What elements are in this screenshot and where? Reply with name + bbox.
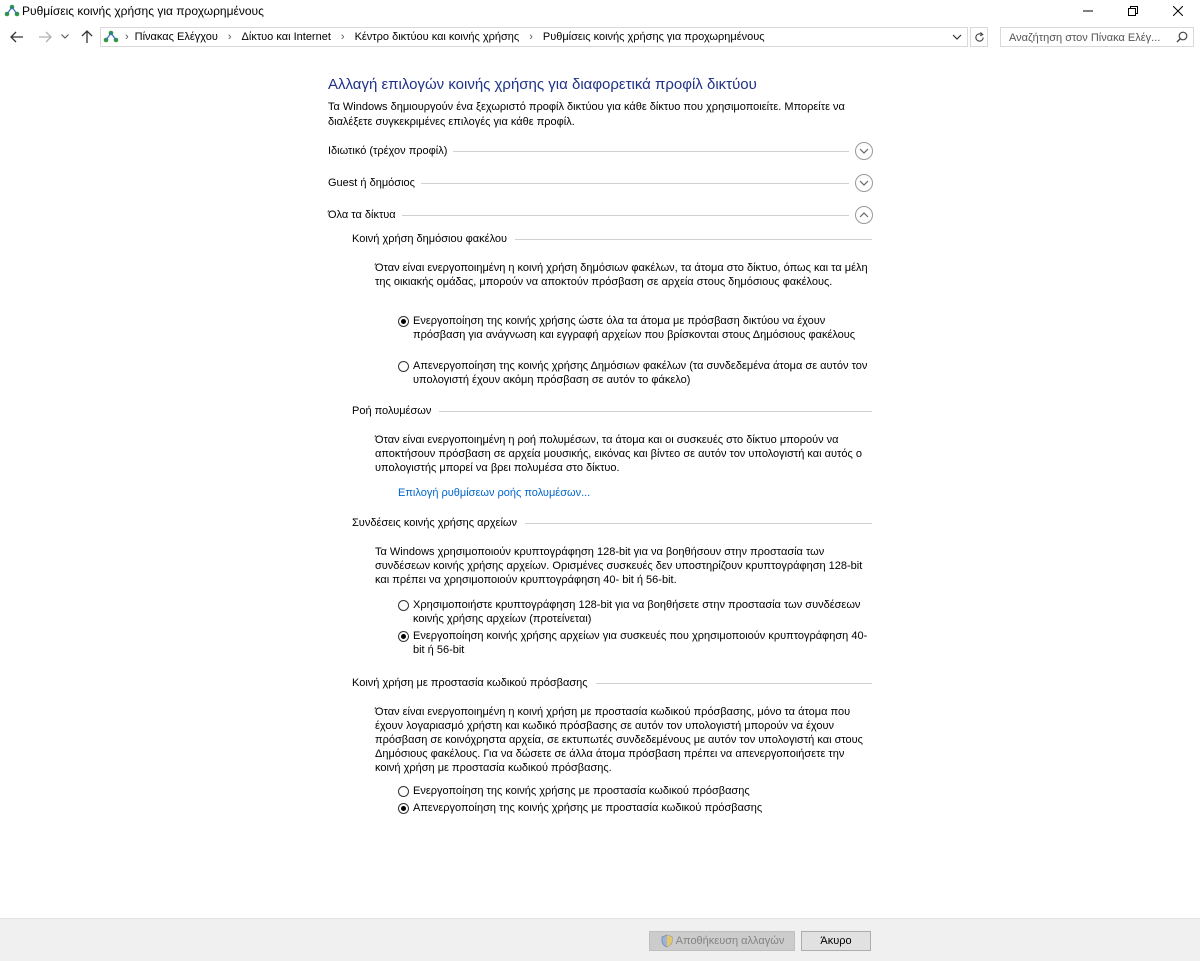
breadcrumb-separator: › bbox=[340, 31, 345, 43]
media-streaming-section-header bbox=[352, 403, 872, 419]
address-dropdown-icon[interactable] bbox=[951, 31, 963, 43]
search-box[interactable] bbox=[1000, 27, 1194, 47]
radio-button-selected[interactable] bbox=[398, 803, 409, 814]
page-intro: Τα Windows δημιουργούν ένα ξεχωριστό προφίλ δικτύου για κάθε δίκτυο που χρησιμοποιείτε. Μπορείτε να διαλέξετε συγκεκριμένες επιλογές για κάθε προφίλ. bbox=[328, 101, 845, 128]
network-app-icon bbox=[4, 3, 20, 19]
breadcrumb-separator: › bbox=[125, 31, 129, 43]
section-title: Ροή πολυμέσων bbox=[352, 405, 432, 417]
file-sharing-section-header bbox=[352, 515, 872, 531]
refresh-icon bbox=[974, 32, 985, 43]
radio-label: Απενεργοποίηση της κοινής χρήσης με προστασία κωδικού πρόσβασης bbox=[413, 802, 763, 814]
public-folder-section-header bbox=[352, 231, 872, 247]
cancel-label: Άκυρο bbox=[820, 935, 852, 947]
public-folder-enable-radio[interactable] bbox=[398, 314, 873, 342]
close-icon bbox=[1173, 6, 1183, 16]
breadcrumb-separator: › bbox=[529, 31, 533, 43]
shield-icon bbox=[660, 934, 674, 948]
main-content bbox=[0, 52, 1200, 918]
profile-private-header[interactable] bbox=[328, 141, 873, 161]
radio-button-selected[interactable] bbox=[398, 316, 409, 327]
radio-label: Ενεργοποίηση της κοινής χρήσης ώστε όλα τα άτομα με πρόσβαση δικτύου να έχουν πρόσβαση για ανάγνωση και εγγραφή αρχείων που βρίσκονται στους Δημόσιους φακέλους bbox=[413, 315, 856, 341]
profile-label: Όλα τα δίκτυα bbox=[328, 209, 396, 221]
profile-label: Ιδιωτικό (τρέχον προφίλ) bbox=[328, 145, 448, 157]
breadcrumb-network-sharing-center[interactable]: Κέντρο δικτύου και κοινής χρήσης bbox=[354, 31, 520, 43]
chevron-down-icon bbox=[61, 34, 69, 40]
divider bbox=[515, 239, 872, 240]
media-streaming-options-link[interactable]: Επιλογή ρυθμίσεων ροής πολυμέσων... bbox=[398, 487, 591, 499]
encryption-128-radio[interactable] bbox=[398, 598, 873, 626]
forward-arrow-icon bbox=[38, 31, 52, 43]
profile-all-networks-header[interactable] bbox=[328, 205, 873, 225]
up-arrow-icon bbox=[81, 30, 93, 44]
section-title: Κοινή χρήση δημόσιου φακέλου bbox=[352, 233, 508, 245]
restore-button[interactable] bbox=[1110, 0, 1155, 22]
radio-button-selected[interactable] bbox=[398, 631, 409, 642]
radio-label: Απενεργοποίηση της κοινής χρήσης Δημόσιων φακέλων (τα συνδεδεμένα άτομα σε αυτόν τον υπολογιστή έχουν ακόμη πρόσβαση σε αυτόν το φάκελο) bbox=[413, 360, 868, 386]
password-sharing-section-header bbox=[352, 675, 872, 691]
search-icon bbox=[1176, 31, 1188, 43]
section-title: Συνδέσεις κοινής χρήσης αρχείων bbox=[352, 517, 517, 529]
minimize-button[interactable] bbox=[1065, 0, 1110, 22]
back-button[interactable] bbox=[8, 28, 26, 46]
cancel-button[interactable] bbox=[801, 931, 871, 951]
radio-button[interactable] bbox=[398, 361, 409, 372]
network-icon bbox=[103, 29, 119, 45]
back-arrow-icon bbox=[10, 31, 24, 43]
footer-bar bbox=[0, 918, 1200, 961]
save-changes-button[interactable] bbox=[649, 931, 795, 951]
restore-icon bbox=[1128, 6, 1138, 16]
divider bbox=[525, 523, 872, 524]
refresh-button[interactable] bbox=[970, 27, 988, 47]
radio-label: Ενεργοποίηση κοινής χρήσης αρχείων για συσκευές που χρησιμοποιούν κρυπτογράφηση 40-bit ή 56-bit bbox=[413, 630, 868, 656]
breadcrumb-network-internet[interactable]: Δίκτυο και Internet bbox=[241, 31, 331, 43]
public-folder-disable-radio[interactable] bbox=[398, 359, 873, 387]
profile-label: Guest ή δημόσιος bbox=[328, 177, 415, 189]
radio-label: Χρησιμοποιήστε κρυπτογράφηση 128-bit για να βοηθήσετε στην προστασία των συνδέσεων κοινής χρήσης αρχείων (προτείνεται) bbox=[413, 599, 861, 625]
window-title: Ρυθμίσεις κοινής χρήσης για προχωρημένους bbox=[22, 4, 264, 18]
divider bbox=[439, 411, 872, 412]
up-button[interactable] bbox=[78, 28, 96, 46]
search-input[interactable] bbox=[1007, 29, 1171, 47]
divider bbox=[453, 151, 849, 152]
address-bar[interactable] bbox=[100, 27, 968, 47]
breadcrumb-control-panel[interactable]: Πίνακας Ελέγχου bbox=[134, 31, 218, 43]
page-title: Αλλαγή επιλογών κοινής χρήσης για διαφορετικά προφίλ δικτύου bbox=[328, 76, 757, 93]
divider bbox=[421, 183, 849, 184]
save-changes-label: Αποθήκευση αλλαγών bbox=[675, 935, 785, 947]
breadcrumb-advanced-sharing[interactable]: Ρυθμίσεις κοινής χρήσης για προχωρημένους bbox=[542, 31, 765, 43]
recent-locations-button[interactable] bbox=[59, 28, 71, 46]
minimize-icon bbox=[1083, 6, 1093, 16]
password-sharing-enable-radio[interactable] bbox=[398, 784, 873, 798]
collapse-chevron-icon[interactable] bbox=[855, 206, 873, 224]
public-folder-description: Όταν είναι ενεργοποιημένη η κοινή χρήση δημόσιων φακέλων, τα άτομα στο δίκτυο, όπως και τα μέλη της οικιακής ομάδας, μπορούν να αποκτούν πρόσβαση σε αρχεία στους δημόσιους φακέλους. bbox=[375, 262, 868, 288]
forward-button[interactable] bbox=[36, 28, 54, 46]
password-sharing-description: Όταν είναι ενεργοποιημένη η κοινή χρήση με προστασία κωδικού πρόσβασης, μόνο τα άτομα που έχουν λογαριασμό χρήστη και κωδικό πρόσβασης σε αυτόν τον υπολογιστή μπορούν να έχουν πρόσβαση σε κοινόχρηστα αρχεία, σε εκτυπωτές συνδεδεμένους με αυτόν τον υπολογιστή και στους Δημόσιους φακέλους. Για να δώσετε σε άλλα άτομα πρόσβαση πρέπει να απενεργοποιήσετε την κοινή χρήση με προστασία κωδικού πρόσβασης. bbox=[375, 706, 863, 774]
title-bar bbox=[0, 0, 1200, 22]
profile-guest-public-header[interactable] bbox=[328, 173, 873, 193]
divider bbox=[402, 215, 849, 216]
radio-button[interactable] bbox=[398, 786, 409, 797]
radio-label: Ενεργοποίηση της κοινής χρήσης με προστασία κωδικού πρόσβασης bbox=[413, 785, 750, 797]
password-sharing-disable-radio[interactable] bbox=[398, 801, 873, 815]
radio-button[interactable] bbox=[398, 600, 409, 611]
section-title: Κοινή χρήση με προστασία κωδικού πρόσβασης bbox=[352, 677, 588, 689]
expand-chevron-icon[interactable] bbox=[855, 142, 873, 160]
expand-chevron-icon[interactable] bbox=[855, 174, 873, 192]
media-streaming-description: Όταν είναι ενεργοποιημένη η ροή πολυμέσων, τα άτομα και οι συσκευές στο δίκτυο μπορούν να αποκτήσουν πρόσβαση σε αρχεία μουσικής, εικόνας και βίντεο σε αυτόν τον υπολογιστή και αυτός ο υπολογιστής μπορεί να βρει πολυμέσα στο δίκτυο. bbox=[375, 434, 862, 474]
close-button[interactable] bbox=[1155, 0, 1200, 22]
breadcrumb-separator: › bbox=[227, 31, 232, 43]
file-sharing-description: Τα Windows χρησιμοποιούν κρυπτογράφηση 128-bit για να βοηθήσουν στην προστασία των συνδέσεων κοινής χρήσης αρχείων. Ορισμένες συσκευές δεν υποστηρίζουν κρυπτογράφηση 128-bit και πρέπει να χρησιμοποιούν κρυπτογράφηση 40- bit ή 56-bit. bbox=[375, 546, 863, 586]
encryption-40-56-radio[interactable] bbox=[398, 629, 873, 657]
navigation-bar bbox=[0, 22, 1200, 52]
divider bbox=[596, 683, 872, 684]
